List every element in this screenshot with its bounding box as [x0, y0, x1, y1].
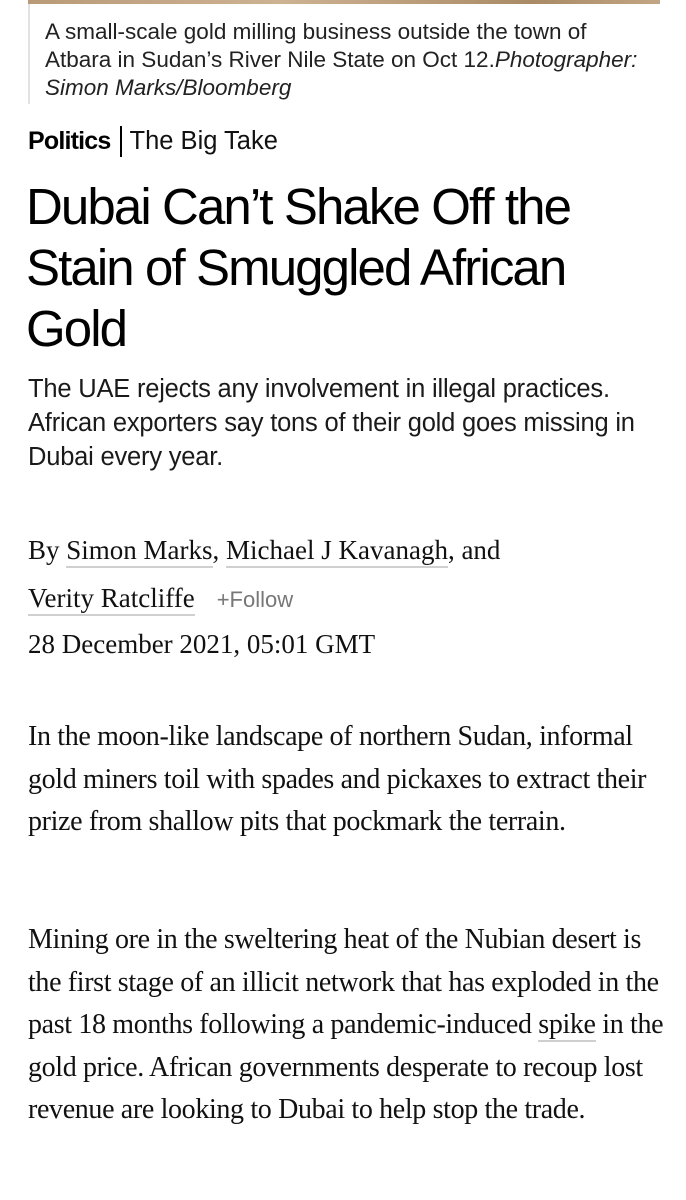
byline [28, 526, 658, 624]
series-link-big-take[interactable]: The Big Take [129, 126, 278, 155]
body-paragraph-2 [28, 919, 664, 1132]
article-kicker [28, 124, 278, 158]
caption-text: A small-scale gold milling business outside the town of Atbara in Sudan’s River Nile State on Oct 12. [45, 19, 587, 72]
author-link-verity-ratcliffe[interactable]: Verity Ratcliffe [28, 583, 195, 616]
photo-caption [45, 18, 655, 102]
paragraph-2-text-start: Mining ore in the sweltering heat of the Nubian desert is the first stage of an illicit network that has exploded in the past 18 months following a pandemic-induced [28, 924, 659, 1040]
article-dek: The UAE rejects any involvement in illegal practices. African exporters say tons of their gold goes missing in Dubai every year. [28, 375, 635, 471]
byline-comma: , [212, 535, 220, 565]
photo-credit: Photographer: Simon Marks/Bloomberg [45, 47, 638, 100]
kicker-divider [120, 126, 122, 157]
byline-prefix: By [28, 535, 60, 565]
paragraph-2-text-end: in the gold price. African governments desperate to recoup lost revenue are looking to Dubai to help stop the trade. [28, 1009, 664, 1125]
byline-and: , and [447, 535, 501, 565]
follow-button[interactable]: +Follow [216, 587, 294, 612]
body-paragraph-1: In the moon-like landscape of northern Sudan, informal gold miners toil with spades and pickaxes to extract their prize from shallow pits that pockmark the terrain. [28, 721, 647, 837]
photo-caption-block [28, 4, 660, 104]
author-link-simon-marks[interactable]: Simon Marks [66, 535, 212, 568]
section-link-politics[interactable]: Politics [28, 126, 111, 155]
article-headline: Dubai Can’t Shake Off the Stain of Smuggled African Gold [26, 178, 571, 357]
publish-date: 28 December 2021, 05:01 GMT [28, 629, 376, 659]
inline-link-spike[interactable]: spike [538, 1009, 596, 1040]
author-link-michael-kavanagh[interactable]: Michael J Kavanagh [226, 535, 448, 568]
